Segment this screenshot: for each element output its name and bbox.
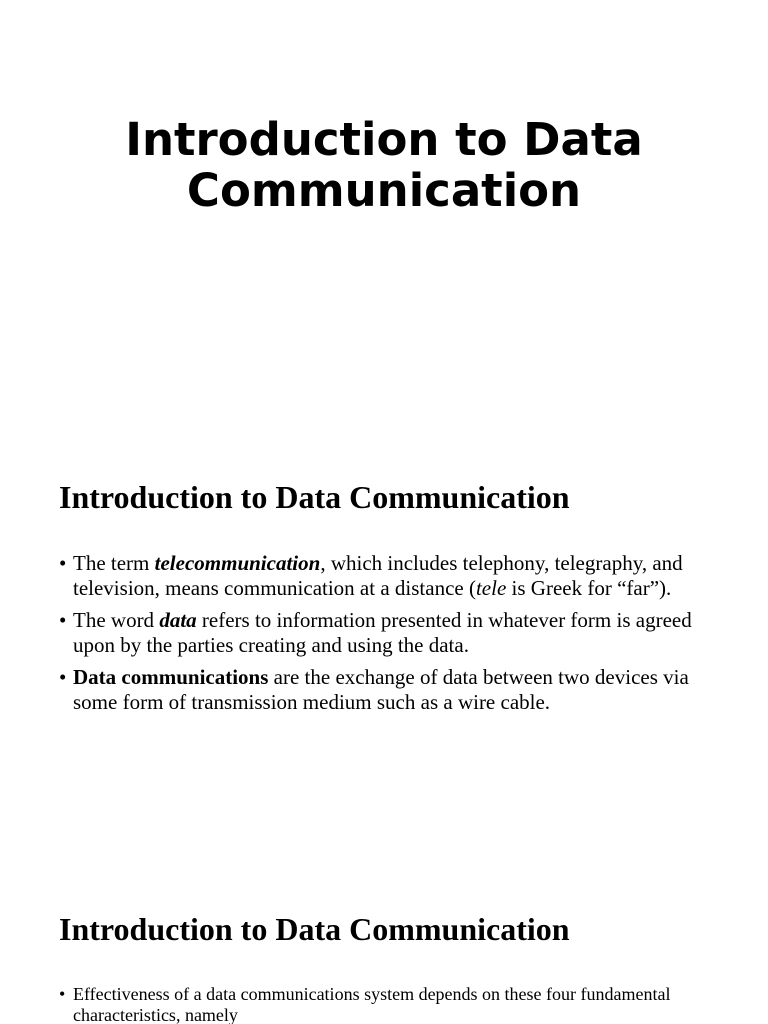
bullet-item: [59, 665, 709, 714]
bullet-dot-icon: •: [59, 551, 67, 575]
content-slide-characteristics: [0, 864, 768, 1024]
bullet-list: [59, 984, 709, 1024]
bullet-dot-icon: •: [59, 984, 66, 1004]
bullet-term-telecommunication: telecommunication: [154, 551, 321, 575]
bullet-term-data-communications: Data communications: [73, 665, 269, 689]
content-slide-definitions: [0, 432, 768, 864]
title-slide: [0, 0, 768, 432]
bullet-text-segment: Effectiveness of a data communications system depends on these four fundamental characteristics, namely: [73, 984, 671, 1024]
slide-title: Introduction to Data Communication: [125, 113, 643, 217]
bullet-item: [59, 608, 709, 657]
bullet-text-segment: refers to information presented in whatever form is agreed upon by the parties creating and using the data.: [73, 608, 692, 657]
bullet-text-segment: are the exchange of data between two devices via some form of transmission medium such as a wire cable.: [73, 665, 689, 714]
bullet-list: [59, 551, 709, 722]
bullet-item: [59, 551, 709, 600]
slide-heading: Introduction to Data Communication: [59, 911, 570, 947]
bullet-dot-icon: •: [59, 608, 67, 632]
bullet-item: [59, 984, 709, 1024]
bullet-term-data: data: [159, 608, 197, 632]
bullet-term-tele: tele: [475, 575, 507, 600]
bullet-text-segment: The word: [73, 608, 160, 632]
bullet-text-segment: The term: [73, 551, 155, 575]
slide-heading: Introduction to Data Communication: [59, 479, 570, 515]
bullet-dot-icon: •: [59, 665, 67, 689]
bullet-text-segment: , which includes telephony, telegraphy, and television, means communication at a distance (: [73, 551, 683, 600]
bullet-text-segment: is Greek for “far”).: [506, 575, 672, 600]
